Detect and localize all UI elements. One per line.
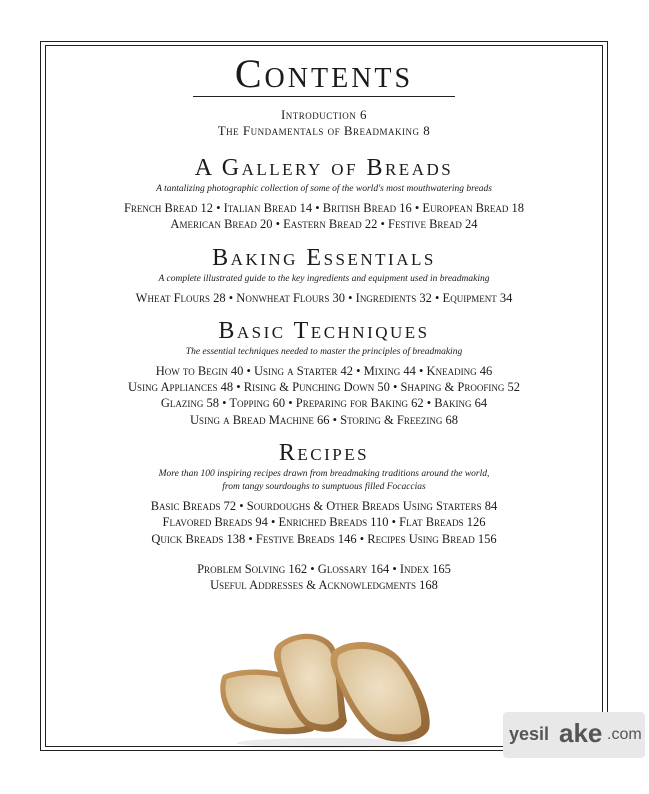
entry-line: French Bread 12 • Italian Bread 14 • British Bread 16 • European Bread 18 [123, 201, 525, 215]
bread-slices-image [215, 625, 440, 750]
section-entries-techniques [46, 363, 602, 428]
misc-entries [46, 561, 602, 594]
section-title-techniques: Basic Techniques [218, 317, 430, 344]
watermark-text-part3: .com [607, 726, 642, 743]
watermark-text-part2: ake [559, 718, 603, 748]
watermark-text-part1: yesil [509, 724, 550, 744]
section-title-recipes: Recipes [278, 440, 370, 467]
section-subtitle-essentials: A complete illustrated guide to the key ingredients and equipment used in breadmaking [158, 273, 490, 284]
entry-line: How to Begin 40 • Using a Starter 42 • Mixing 44 • Kneading 46 [155, 363, 493, 378]
entry-line: Problem Solving 162 • Glossary 164 • Index 165 [197, 561, 451, 576]
entry-line: Glazing 58 • Topping 60 • Preparing for Baking 62 • Baking 64 [160, 396, 488, 411]
entry-line: Basic Breads 72 • Sourdoughs & Other Breads Using Starters 84 [150, 499, 498, 514]
section-subtitle-recipes-1: More than 100 inspiring recipes drawn from breadmaking traditions around the world, [158, 469, 490, 480]
section-entries-gallery [46, 200, 602, 233]
entry-line: Useful Addresses & Acknowledgments 168 [210, 578, 438, 593]
intro-line-1: Introduction 6 [280, 107, 368, 122]
title-underline [193, 96, 455, 97]
entry-line: Quick Breads 138 • Festive Breads 146 • Recipes Using Bread 156 [151, 531, 497, 546]
section-subtitle-techniques: The essential techniques needed to master the principles of breadmaking [185, 346, 463, 357]
contents-page [46, 46, 602, 594]
section-title-essentials: Baking Essentials [212, 244, 436, 271]
entry-line: Using a Bread Machine 66 • Storing & Freezing 68 [190, 412, 458, 427]
section-title-gallery: A Gallery of Breads [194, 155, 454, 181]
section-entries-essentials [46, 290, 602, 306]
watermark-logo [503, 712, 645, 758]
entry-line: Flavored Breads 94 • Enriched Breads 110 • Flat Breads 126 [162, 515, 486, 530]
section-entries-recipes [46, 498, 602, 547]
intro-line-2: The Fundamentals of Breadmaking 8 [217, 123, 431, 138]
section-subtitle-recipes-2: from tangy sourdoughs to sumptuous filled Focaccias [222, 482, 426, 493]
page-title: Contents [234, 51, 414, 96]
section-subtitle-gallery: A tantalizing photographic collection of some of the world's most mouthwatering breads [156, 184, 492, 194]
entry-line: Using Appliances 48 • Rising & Punching Down 50 • Shaping & Proofing 52 [128, 380, 520, 395]
entry-line: Wheat Flours 28 • Nonwheat Flours 30 • Ingredients 32 • Equipment 34 [135, 290, 513, 305]
entry-line: American Bread 20 • Eastern Bread 22 • Festive Bread 24 [170, 217, 478, 232]
